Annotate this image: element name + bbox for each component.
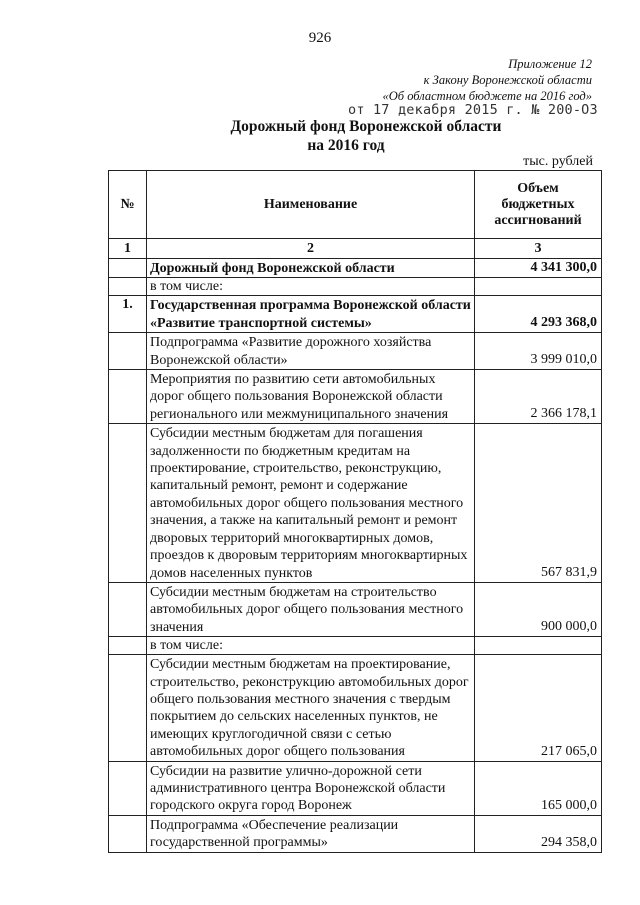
row-amount [475, 637, 602, 655]
column-number: 1 [109, 239, 147, 259]
row-number [109, 370, 147, 424]
row-number [109, 333, 147, 370]
table-header-row [109, 171, 602, 239]
row-number [109, 637, 147, 655]
table-row [109, 637, 602, 655]
row-number [109, 278, 147, 296]
row-name: в том числе: [147, 637, 475, 655]
appendix-line-1: Приложение 12 [508, 57, 592, 71]
column-number-row [109, 239, 602, 259]
table-row [109, 655, 602, 761]
row-amount: 4 293 368,0 [475, 296, 602, 333]
title-line-1: Дорожный фонд Воронежской области [230, 118, 502, 135]
row-name: Субсидии местным бюджетам на проектирование, строительство, реконструкцию автомобильных дорог общего пользования местного значения с твердым покрытием до сельских населенных пунктов, не имеющих круглогодичной связи с сетью автомобильных дорог общего пользования [147, 655, 475, 761]
header-number: № [109, 171, 147, 239]
row-name: Субсидии местным бюджетам на строительство автомобильных дорог общего пользования местного значения [147, 582, 475, 636]
row-number [109, 582, 147, 636]
column-number: 3 [475, 239, 602, 259]
date-stamp: от 17 декабря 2015 г. № 200-ОЗ [348, 102, 598, 118]
header-name: Наименование [147, 171, 475, 239]
row-amount: 294 358,0 [475, 815, 602, 852]
row-number [109, 655, 147, 761]
table-body [109, 259, 602, 853]
row-name: Мероприятия по развитию сети автомобильных дорог общего пользования Воронежской области регионального или межмуниципального значения [147, 370, 475, 424]
table-row [109, 278, 602, 296]
header-amount: Объем бюджетных ассигнований [475, 171, 602, 239]
row-amount: 217 065,0 [475, 655, 602, 761]
units-label: тыс. рублей [523, 154, 593, 169]
row-amount [475, 278, 602, 296]
appendix-line-3: «Об областном бюджете на 2016 год» [382, 89, 592, 103]
appendix-block [383, 56, 592, 104]
table-row [109, 582, 602, 636]
table-row [109, 815, 602, 852]
row-amount: 567 831,9 [475, 424, 602, 583]
table-row [109, 259, 602, 278]
column-number: 2 [147, 239, 475, 259]
table-row [109, 761, 602, 815]
row-amount: 3 999 010,0 [475, 333, 602, 370]
row-amount: 2 366 178,1 [475, 370, 602, 424]
appendix-line-2: к Закону Воронежской области [423, 73, 592, 87]
row-name: Дорожный фонд Воронежской области [147, 259, 475, 278]
row-number [109, 259, 147, 278]
row-name: Субсидии на развитие улично-дорожной сети административного центра Воронежской области городского округа город Воронеж [147, 761, 475, 815]
page-number: 926 [308, 30, 332, 46]
row-name: Подпрограмма «Обеспечение реализации государственной программы» [147, 815, 475, 852]
row-name: Субсидии местным бюджетам для погашения задолженности по бюджетным кредитам на проектирование, строительство, реконструкцию, капитальный ремонт, ремонт и содержание автомобильных дорог общего пользования местного значения, а также на капитальный ремонт и ремонт дворовых территорий многоквартирных домов, проездов к дворовым территориям многоквартирных домов населенных пунктов [147, 424, 475, 583]
row-number: 1. [109, 296, 147, 333]
row-amount: 900 000,0 [475, 582, 602, 636]
title-line-2: на 2016 год [307, 137, 385, 154]
row-number [109, 424, 147, 583]
table-row [109, 333, 602, 370]
row-amount: 165 000,0 [475, 761, 602, 815]
row-name: Государственная программа Воронежской области «Развитие транспортной системы» [147, 296, 475, 333]
row-amount: 4 341 300,0 [475, 259, 602, 278]
row-number [109, 815, 147, 852]
row-name: Подпрограмма «Развитие дорожного хозяйства Воронежской области» [147, 333, 475, 370]
row-name: в том числе: [147, 278, 475, 296]
table-row [109, 296, 602, 333]
document-title [0, 117, 640, 155]
row-number [109, 761, 147, 815]
table-row [109, 424, 602, 583]
budget-table [108, 170, 602, 853]
table-row [109, 370, 602, 424]
